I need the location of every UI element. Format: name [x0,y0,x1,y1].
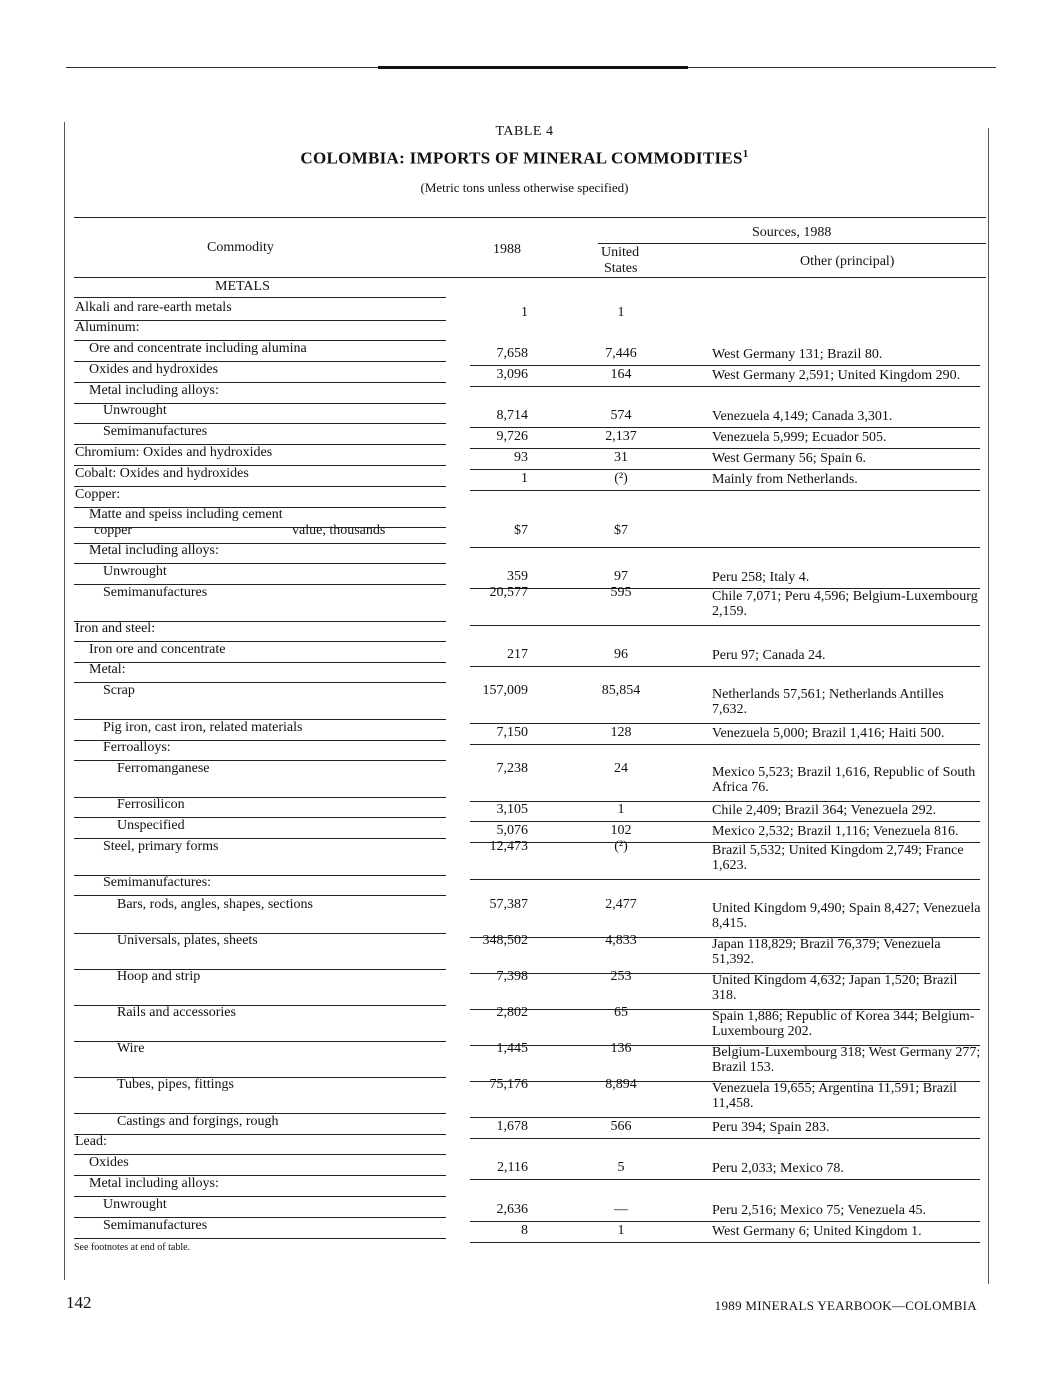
value-1988-cell: 93 [514,450,528,465]
values-rule [470,879,980,880]
other-sources-cell: Mainly from Netherlands. [712,472,858,487]
united-states-cell: 31 [614,450,628,465]
header-sources: Sources, 1988 [752,225,832,240]
commodity-cell: Rails and accessories [117,1005,236,1020]
united-states-cell: 24 [614,761,628,776]
commodity-rule [74,1154,446,1155]
value-1988-cell: 75,176 [489,1077,528,1092]
commodity-rule [74,662,446,663]
commodity-cell: Metal including alloys: [89,1176,219,1191]
commodity-cell: Semimanufactures [103,585,208,600]
values-rule [470,386,980,387]
united-states-cell: 574 [610,408,632,423]
united-states-cell: 4,833 [605,933,637,948]
values-rule [470,448,980,449]
united-states-cell: 128 [610,725,632,740]
other-sources-cell: Spain 1,886; Republic of Korea 344; Belgium-Luxembourg 202. [712,1009,975,1039]
commodity-cell: Unwrought [103,403,167,418]
commodity-rule [74,1134,446,1135]
commodity-cell: Hoop and strip [117,969,201,984]
left-margin-rule [64,122,65,1280]
united-states-cell: 136 [610,1041,632,1056]
commodity-cell: Matte and speiss including cement [89,507,283,522]
commodity-cell: Unwrought [103,564,167,579]
united-states-cell: 595 [610,585,632,600]
title-footnote: 1 [742,148,749,160]
commodity-cell: Iron and steel: [75,621,156,636]
commodity-cell: Lead: [75,1134,107,1149]
united-states-cell: 1 [617,802,625,817]
commodity-cell: Scrap [103,683,135,698]
commodity-rule [74,486,446,487]
other-sources-cell: Peru 2,516; Mexico 75; Venezuela 45. [712,1203,926,1218]
value-1988-cell: 1 [521,305,528,320]
commodity-cell: copper [94,523,133,538]
commodity-cell: Aluminum: [75,320,140,335]
united-states-cell: $7 [614,523,628,538]
other-sources-cell: Netherlands 57,561; Netherlands Antilles 7,632. [712,687,944,717]
values-rule [470,1242,980,1243]
values-rule [470,1179,980,1180]
other-sources-cell: West Germany 2,591; United Kingdom 290. [712,368,961,383]
other-sources-cell: Mexico 2,532; Brazil 1,116; Venezuela 816. [712,824,959,839]
values-rule [470,1117,980,1118]
sources-rule [598,243,986,244]
united-states-cell: 96 [614,647,628,662]
value-1988-cell: 1,678 [496,1119,528,1134]
commodity-cell: Ferromanganese [117,761,210,776]
values-rule [470,821,980,822]
commodity-cell: Alkali and rare-earth metals [75,300,232,315]
value-1988-cell: 3,096 [496,367,528,382]
commodity-cell: Wire [117,1041,145,1056]
commodity-cell: Semimanufactures [103,424,208,439]
values-rule [470,1138,980,1139]
value-1988-cell: 8,714 [496,408,528,423]
header-commodity: Commodity [207,240,274,255]
running-footer: 1989 MINERALS YEARBOOK—COLOMBIA [714,1298,977,1313]
commodity-cell: Chromium: Oxides and hydroxides [75,445,273,460]
header-bottom-rule [74,277,986,278]
footnote-reference: See footnotes at end of table. [74,1242,191,1253]
other-sources-cell: Peru 97; Canada 24. [712,648,826,663]
value-1988-cell: 7,150 [496,725,528,740]
table-subtitle: (Metric tons unless otherwise specified) [420,180,629,195]
other-sources-cell: Chile 2,409; Brazil 364; Venezuela 292. [712,803,937,818]
commodity-cell: Pig iron, cast iron, related materials [103,720,303,735]
other-sources-cell: Peru 2,033; Mexico 78. [712,1161,844,1176]
value-1988-cell: 8 [521,1223,528,1238]
value-1988-cell: 7,398 [496,969,528,984]
value-1988-cell: 7,658 [496,346,528,361]
united-states-cell: — [614,1202,628,1217]
other-sources-cell: Chile 7,071; Peru 4,596; Belgium-Luxembourg 2,159. [712,589,978,619]
section-metals: METALS [215,279,270,294]
value-1988-cell: 3,105 [496,802,528,817]
commodity-cell: Cobalt: Oxides and hydroxides [75,466,249,481]
value-1988-cell: 7,238 [496,761,528,776]
united-states-cell: 97 [614,569,628,584]
other-sources-cell: Belgium-Luxembourg 318; West Germany 277; Brazil 153. [712,1045,981,1075]
commodity-cell: Tubes, pipes, fittings [117,1077,234,1092]
commodity-rule [74,895,446,896]
united-states-cell: 164 [610,367,632,382]
united-states-cell: 102 [610,823,632,838]
commodity-cell: Ore and concentrate including alumina [89,341,307,356]
other-sources-cell: Venezuela 5,000; Brazil 1,416; Haiti 500. [712,726,945,741]
commodity-cell: Universals, plates, sheets [117,933,258,948]
commodity-cell: Metal including alloys: [89,543,219,558]
other-sources-cell: Mexico 5,523; Brazil 1,616, Republic of South Africa 76. [712,765,976,795]
commodity-cell: Semimanufactures [103,1218,208,1233]
value-1988-cell: 157,009 [482,683,528,698]
united-states-cell: 2,137 [605,429,637,444]
commodity-cell: Semimanufactures: [103,875,212,890]
other-sources-cell: Venezuela 5,999; Ecuador 505. [712,430,887,445]
page-number: 142 [66,1293,92,1312]
header-states: States [604,261,638,276]
value-1988-cell: 12,473 [489,839,528,854]
header-1988: 1988 [493,242,521,257]
commodity-cell: Ferroalloys: [103,740,171,755]
values-rule [470,1221,980,1222]
header-united: United [601,245,640,260]
value-1988-cell: 1 [521,471,528,486]
other-sources-cell: Venezuela 19,655; Argentina 11,591; Brazil 11,458. [712,1081,957,1111]
commodity-rule [74,1238,446,1239]
united-states-cell: 8,894 [605,1077,637,1092]
values-rule [470,666,980,667]
other-sources-cell: West Germany 131; Brazil 80. [712,347,883,362]
other-sources-cell: Peru 394; Spain 283. [712,1120,830,1135]
top-rule-bar [378,66,688,69]
section-rule [74,297,446,298]
united-states-cell: 65 [614,1005,628,1020]
united-states-cell: (²) [614,839,628,854]
commodity-cell: Metal including alloys: [89,383,219,398]
united-states-cell: 566 [610,1119,632,1134]
values-rule [470,365,980,366]
commodity-cell: Copper: [75,487,121,502]
values-rule [470,801,980,802]
other-sources-cell: Venezuela 4,149; Canada 3,301. [712,409,893,424]
united-states-cell: 1 [617,1223,625,1238]
values-rule [470,427,980,428]
united-states-cell: 2,477 [605,897,637,912]
commodity-cell: Bars, rods, angles, shapes, sections [117,897,313,912]
value-1988-cell: 359 [507,569,528,584]
commodity-cell: Unspecified [117,818,185,833]
value-1988-cell: 2,636 [496,1202,528,1217]
other-sources-cell: West Germany 6; United Kingdom 1. [712,1224,922,1239]
value-1988-cell: 348,502 [482,933,528,948]
other-sources-cell: Japan 118,829; Brazil 76,379; Venezuela 51,392. [712,937,941,967]
commodity-cell: Oxides and hydroxides [89,362,219,377]
commodity-cell: Oxides [89,1155,129,1170]
value-1988-cell: 1,445 [496,1041,528,1056]
united-states-cell: 85,854 [601,683,641,698]
commodity-cell: Metal: [89,662,126,677]
header-top-rule [74,217,986,218]
unit-cell: value, thousands [292,523,386,538]
commodity-cell: Castings and forgings, rough [117,1114,279,1129]
header-other: Other (principal) [800,254,895,269]
value-1988-cell: $7 [514,523,528,538]
united-states-cell: 7,446 [605,346,637,361]
value-1988-cell: 9,726 [496,429,528,444]
united-states-cell: 5 [617,1160,625,1175]
table-number: TABLE 4 [495,124,554,139]
values-rule [470,723,980,724]
other-sources-cell: Peru 258; Italy 4. [712,570,810,585]
commodity-cell: Iron ore and concentrate [89,642,226,657]
values-rule [470,490,980,491]
value-1988-cell: 2,116 [497,1160,528,1175]
united-states-cell: 253 [610,969,632,984]
other-sources-cell: United Kingdom 4,632; Japan 1,520; Brazil 318. [712,973,958,1003]
united-states-cell: (²) [614,471,628,486]
commodity-cell: Steel, primary forms [103,839,219,854]
value-1988-cell: 5,076 [496,823,528,838]
value-1988-cell: 20,577 [489,585,528,600]
values-rule [470,625,980,626]
table-title: COLOMBIA: IMPORTS OF MINERAL COMMODITIES$^1$ [300,148,749,168]
value-1988-cell: 57,387 [489,897,528,912]
values-rule [470,744,980,745]
other-sources-cell: Brazil 5,532; United Kingdom 2,749; France 1,623. [712,843,964,873]
value-1988-cell: 217 [507,647,528,662]
other-sources-cell: West Germany 56; Spain 6. [712,451,867,466]
value-1988-cell: 2,802 [496,1005,528,1020]
commodity-cell: Unwrought [103,1197,167,1212]
values-rule [470,469,980,470]
other-sources-cell: United Kingdom 9,490; Spain 8,427; Venezuela 8,415. [712,901,981,931]
commodity-cell: Ferrosilicon [117,797,185,812]
values-rule [470,547,980,548]
united-states-cell: 1 [617,305,625,320]
right-margin-rule [988,128,989,1284]
